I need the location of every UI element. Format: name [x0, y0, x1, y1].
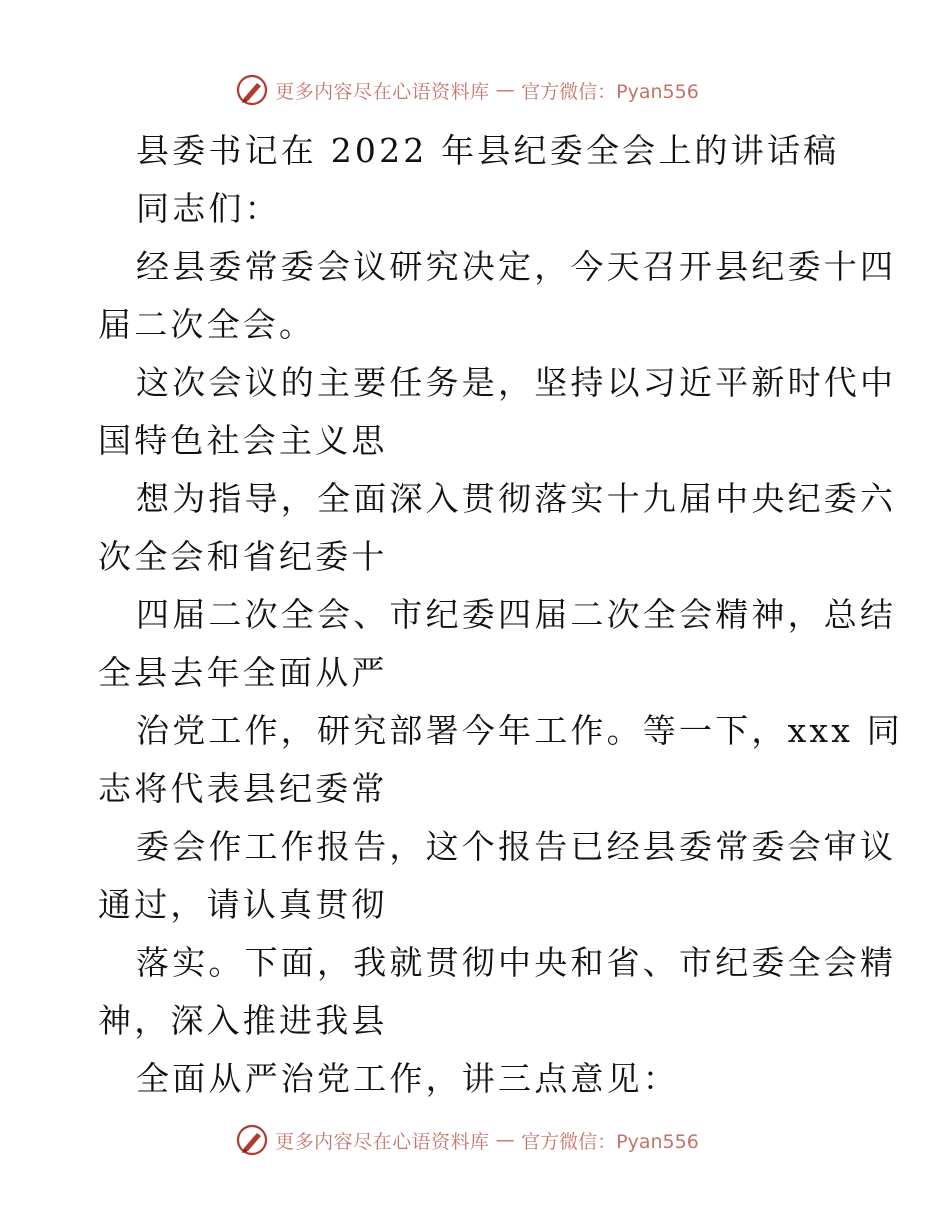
body-line: 志将代表县纪委常: [98, 769, 388, 808]
footer-brand-text: 更多内容尽在心语资料库: [275, 1130, 490, 1153]
body-line: 治党工作，研究部署今年工作。等一下，xxx 同: [136, 711, 903, 750]
body-line: 委会作工作报告，这个报告已经县委常委会审议: [136, 827, 897, 866]
footer-wechat-text: 官方微信：Pyan556: [521, 1130, 699, 1153]
header-brand: [235, 73, 699, 107]
body-line: 通过，请认真贯彻: [98, 885, 388, 924]
document-title: 县委书记在 2022 年县纪委全会上的讲话稿: [136, 131, 840, 170]
body-line: 国特色社会主义思: [98, 421, 388, 460]
body-line: 次全会和省纪委十: [98, 537, 388, 576]
document-body: [98, 122, 903, 1108]
body-line: 四届二次全会、市纪委四届二次全会精神，总结: [136, 595, 897, 634]
page-footer: [0, 1120, 950, 1160]
pen-logo-icon: [235, 1123, 269, 1157]
document-salutation: 同志们：: [136, 189, 281, 228]
body-line: 全县去年全面从严: [98, 653, 388, 692]
header-wechat-text: 官方微信：Pyan556: [521, 80, 699, 103]
body-line: 神，深入推进我县: [98, 1001, 388, 1040]
header-brand-text: 更多内容尽在心语资料库: [275, 80, 490, 103]
footer-brand: [235, 1123, 699, 1157]
body-line: 想为指导，全面深入贯彻落实十九届中央纪委六: [136, 479, 897, 518]
body-line: 届二次全会。: [98, 305, 316, 344]
header-separator: —: [495, 79, 516, 101]
footer-separator: —: [495, 1129, 516, 1151]
body-line: 这次会议的主要任务是，坚持以习近平新时代中: [136, 363, 897, 402]
body-line: 经县委常委会议研究决定，今天召开县纪委十四: [136, 247, 897, 286]
pen-logo-icon: [235, 73, 269, 107]
page-header: [0, 70, 950, 110]
body-line: 落实。下面，我就贯彻中央和省、市纪委全会精: [136, 943, 897, 982]
body-line: 全面从严治党工作，讲三点意见：: [136, 1059, 679, 1098]
